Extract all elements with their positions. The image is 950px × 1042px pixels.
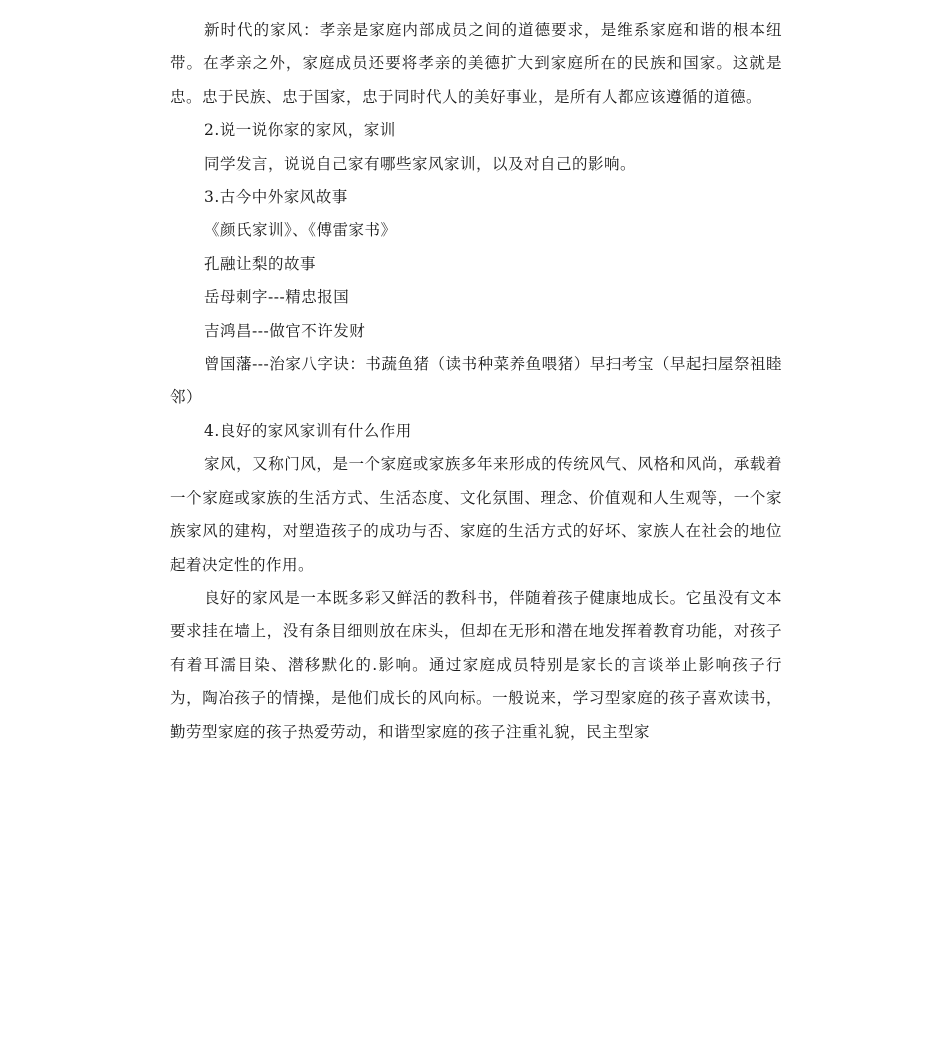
heading-section-2: 2.说一说你家的家风，家训 <box>204 121 396 140</box>
document-page <box>170 14 782 749</box>
paragraph-student-speech: 同学发言，说说自己家有哪些家风家训，以及对自己的影响。 <box>204 154 637 173</box>
paragraph-new-era-family-style: 新时代的家风：孝亲是家庭内部成员之间的道德要求，是维系家庭和谐的根本纽带。在孝亲之外，家庭成员还要将孝亲的美德扩大到家庭所在的民族和国家。这就是忠。忠于民族、忠于国家，忠于同时代人的美好事业，是所有人都应该遵循的道德。 <box>170 21 782 106</box>
list-item-ji-hongchang: 吉鸿昌---做官不许发财 <box>204 321 366 340</box>
heading-section-3: 3.古今中外家风故事 <box>204 188 348 207</box>
paragraph-good-family-style: 良好的家风是一本既多彩又鲜活的教科书，伴随着孩子健康地成长。它虽没有文本要求挂在墙上，没有条目细则放在床头，但却在无形和潜在地发挥着教育功能，对孩子有着耳濡目染、潜移默化的.影响。通过家庭成员特别是家长的言谈举止影响孩子行为，陶冶孩子的情操，是他们成长的风向标。一般说来，学习型家庭的孩子喜欢读书，勤劳型家庭的孩子热爱劳动，和谐型家庭的孩子注重礼貌，民主型家 <box>170 588 782 741</box>
heading-section-4: 4.良好的家风家训有什么作用 <box>204 421 412 440</box>
list-item-kong-rong: 孔融让梨的故事 <box>204 254 317 273</box>
paragraph-family-style-definition: 家风，又称门风，是一个家庭或家族多年来形成的传统风气、风格和风尚，承载着一个家庭或家族的生活方式、生活态度、文化氛围、理念、价值观和人生观等，一个家族家风的建构，对塑造孩子的成功与否、家庭的生活方式的好坏、家族人在社会的地位起着决定性的作用。 <box>170 455 782 574</box>
list-item-books: 《颜氏家训》、《傅雷家书》 <box>204 221 397 240</box>
list-item-zeng-guofan: 曾国藩---治家八字诀：书蔬鱼猪（读书种菜养鱼喂猪）早扫考宝（早起扫屋祭祖睦邻） <box>170 355 782 407</box>
list-item-yue-mu: 岳母刺字---精忠报国 <box>204 288 350 307</box>
